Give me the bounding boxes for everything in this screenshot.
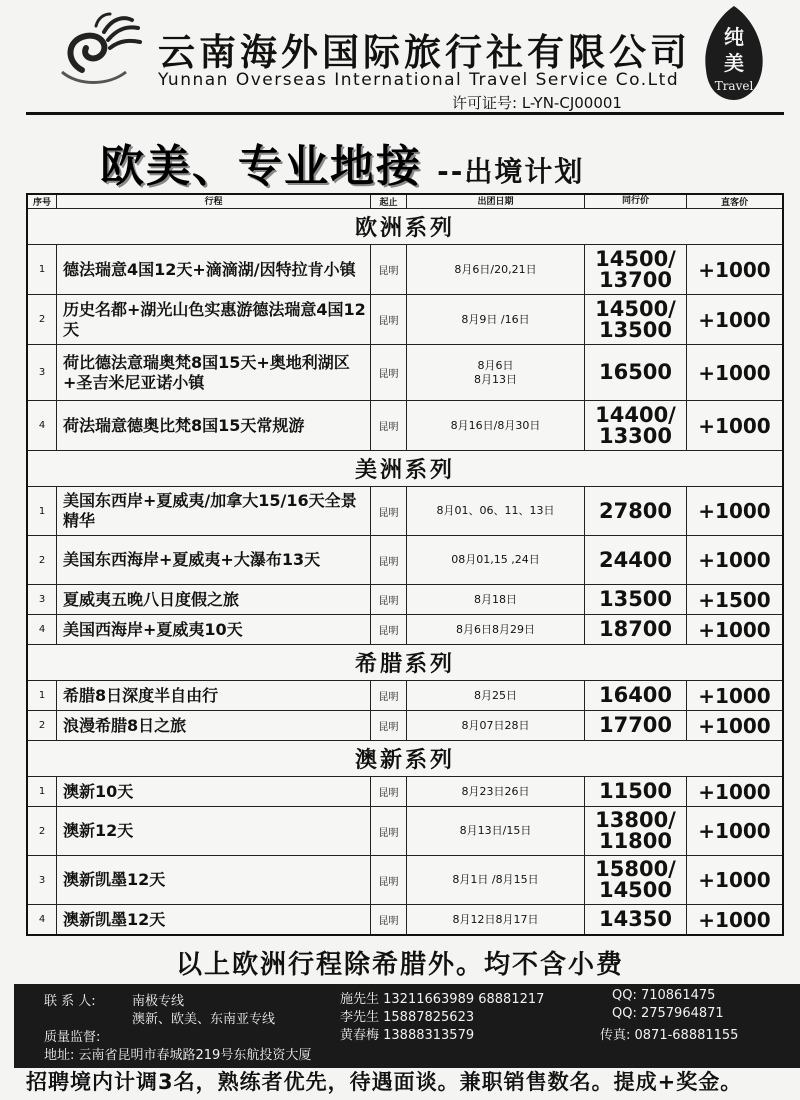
direct-price: +1000 <box>686 856 782 904</box>
table-row <box>28 710 782 740</box>
departure-dates: 8月12日8月17日 <box>406 905 584 934</box>
phone-li: 李先生 15887825623 <box>340 1010 475 1025</box>
contact-line-antarctic: 南极专线 <box>132 994 185 1009</box>
direct-price: +1000 <box>686 295 782 344</box>
table-row <box>28 614 782 644</box>
contact-line-routes: 澳新、欧美、东南亚专线 <box>132 1012 276 1027</box>
departure-city: 昆明 <box>370 536 406 584</box>
row-number: 1 <box>38 264 46 275</box>
departure-dates: 8月23日26日 <box>406 777 584 806</box>
header-direct-price: 直客价 <box>686 195 782 208</box>
peer-price: 14350 <box>584 905 686 934</box>
peer-price: 27800 <box>584 487 686 535</box>
header-divider <box>26 112 784 115</box>
peer-price: 11500 <box>584 777 686 806</box>
table-row <box>28 680 782 710</box>
route-name: 荷比德法意瑞奥梵8国15天+奥地利湖区+圣吉米尼亚诺小镇 <box>56 345 370 400</box>
direct-price: +1000 <box>686 711 782 740</box>
row-number: 3 <box>38 367 46 378</box>
route-name: 澳新10天 <box>56 777 370 806</box>
contact-block <box>14 984 800 1068</box>
departure-dates: 8月6日8月29日 <box>406 615 584 644</box>
peer-price: 14500/ 13500 <box>584 295 686 344</box>
route-name: 澳新凯墨12天 <box>56 856 370 904</box>
departure-city: 昆明 <box>370 777 406 806</box>
route-name: 澳新凯墨12天 <box>56 905 370 934</box>
route-name: 美国东西海岸+夏威夷+大瀑布13天 <box>56 536 370 584</box>
company-name-en: Yunnan Overseas International Travel Service Co.Ltd <box>158 70 680 90</box>
address: 地址: 云南省昆明市春城路219号东航投资大厦 <box>44 1048 312 1063</box>
company-logo-icon <box>52 12 142 92</box>
row-number: 4 <box>38 914 46 925</box>
table-row <box>28 904 782 934</box>
route-name: 美国西海岸+夏威夷10天 <box>56 615 370 644</box>
recruitment-notice: 招聘境内计调3名，熟练者优先，待遇面谈。兼职销售数名。提成+奖金。 <box>26 1070 743 1094</box>
license-number: 许可证号: L-YN-CJ00001 <box>452 94 622 112</box>
direct-price: +1500 <box>686 585 782 614</box>
section-title: 澳新系列 <box>28 740 782 776</box>
direct-price: +1000 <box>686 681 782 710</box>
peer-price: 13500 <box>584 585 686 614</box>
row-number: 4 <box>38 624 46 635</box>
peer-price: 14500/ 13700 <box>584 245 686 294</box>
phone-huang: 黄春梅 13888313579 <box>340 1028 475 1043</box>
row-number: 1 <box>38 505 46 517</box>
peer-price: 16500 <box>584 345 686 400</box>
row-number: 1 <box>38 786 46 797</box>
header-no: 序号 <box>32 198 51 208</box>
departure-dates: 8月18日 <box>406 585 584 614</box>
section-title: 美洲系列 <box>28 450 782 486</box>
route-name: 希腊8日深度半自由行 <box>56 681 370 710</box>
header-route: 行程 <box>56 195 370 208</box>
departure-dates: 8月13日/15日 <box>406 807 584 855</box>
qq-1: QQ: 710861475 <box>612 988 716 1003</box>
departure-city: 昆明 <box>370 905 406 934</box>
table-row <box>28 344 782 400</box>
row-number: 3 <box>38 874 46 886</box>
table-row <box>28 584 782 614</box>
contact-label: 联 系 人: <box>44 994 96 1009</box>
table-row <box>28 294 782 344</box>
tour-price-table <box>26 193 784 936</box>
direct-price: +1000 <box>686 777 782 806</box>
phone-shi: 施先生 13211663989 68881217 <box>340 992 545 1007</box>
departure-dates: 8月25日 <box>406 681 584 710</box>
departure-city: 昆明 <box>370 345 406 400</box>
table-row <box>28 776 782 806</box>
row-number: 2 <box>38 314 46 325</box>
table-row <box>28 400 782 450</box>
departure-dates: 8月6日/20,21日 <box>406 245 584 294</box>
company-name-cn: 云南海外国际旅行社有限公司 <box>158 31 691 74</box>
table-row <box>28 806 782 855</box>
peer-price: 16400 <box>584 681 686 710</box>
departure-dates: 8月6日 8月13日 <box>406 345 584 400</box>
table-row <box>28 486 782 535</box>
departure-city: 昆明 <box>370 585 406 614</box>
route-name: 浪漫希腊8日之旅 <box>56 711 370 740</box>
route-name: 夏威夷五晚八日度假之旅 <box>56 585 370 614</box>
section-title: 希腊系列 <box>28 644 782 680</box>
direct-price: +1000 <box>686 487 782 535</box>
route-name: 美国东西岸+夏威夷/加拿大15/16天全景精华 <box>56 487 370 535</box>
route-name: 德法瑞意4国12天+滴滴湖/因特拉肯小镇 <box>56 245 370 294</box>
peer-price: 18700 <box>584 615 686 644</box>
headline-sub: --出境计划 <box>437 155 585 188</box>
header-peer-price: 同行价 <box>584 195 686 208</box>
table-header-row <box>28 195 782 208</box>
peer-price: 13800/ 11800 <box>584 807 686 855</box>
departure-city: 昆明 <box>370 401 406 450</box>
badge-char-top: 纯 <box>724 25 744 49</box>
tip-notice: 以上欧洲行程除希腊外。均不含小费 <box>175 950 624 980</box>
row-number: 2 <box>38 720 46 731</box>
badge-text-travel: Travel <box>714 79 754 93</box>
departure-city: 昆明 <box>370 487 406 535</box>
header-from: 起止 <box>370 195 406 208</box>
qq-2: QQ: 2757964871 <box>612 1006 724 1021</box>
table-row <box>28 855 782 904</box>
departure-city: 昆明 <box>370 711 406 740</box>
badge-char-mid: 美 <box>724 51 744 75</box>
travel-badge <box>700 4 768 102</box>
peer-price: 14400/ 13300 <box>584 401 686 450</box>
peer-price: 15800/ 14500 <box>584 856 686 904</box>
table-row <box>28 535 782 584</box>
direct-price: +1000 <box>686 345 782 400</box>
direct-price: +1000 <box>686 401 782 450</box>
route-name: 澳新12天 <box>56 807 370 855</box>
row-number: 1 <box>38 690 46 701</box>
departure-dates: 8月16日/8月30日 <box>406 401 584 450</box>
peer-price: 17700 <box>584 711 686 740</box>
table-row <box>28 244 782 294</box>
route-name: 历史名都+湖光山色实惠游德法瑞意4国12天 <box>56 295 370 344</box>
departure-city: 昆明 <box>370 295 406 344</box>
headline <box>100 130 584 194</box>
row-number: 2 <box>38 554 46 566</box>
departure-city: 昆明 <box>370 245 406 294</box>
peer-price: 24400 <box>584 536 686 584</box>
departure-city: 昆明 <box>370 681 406 710</box>
fax: 传真: 0871-68881155 <box>600 1028 739 1043</box>
departure-dates: 08月01,15 ,24日 <box>406 536 584 584</box>
direct-price: +1000 <box>686 615 782 644</box>
departure-city: 昆明 <box>370 807 406 855</box>
route-name: 荷法瑞意德奥比梵8国15天常规游 <box>56 401 370 450</box>
section-title: 欧洲系列 <box>28 208 782 244</box>
departure-dates: 8月9日 /16日 <box>406 295 584 344</box>
quality-supervision: 质量监督: <box>44 1030 101 1045</box>
departure-city: 昆明 <box>370 856 406 904</box>
departure-city: 昆明 <box>370 615 406 644</box>
page-header <box>0 0 800 118</box>
direct-price: +1000 <box>686 245 782 294</box>
departure-dates: 8月01、06、11、13日 <box>406 487 584 535</box>
departure-dates: 8月07日28日 <box>406 711 584 740</box>
row-number: 3 <box>38 594 46 605</box>
direct-price: +1000 <box>686 536 782 584</box>
departure-dates: 8月1日 /8月15日 <box>406 856 584 904</box>
row-number: 2 <box>38 825 46 837</box>
row-number: 4 <box>38 420 46 431</box>
header-date: 出团日期 <box>406 195 584 208</box>
direct-price: +1000 <box>686 905 782 934</box>
headline-main: 欧美、专业地接 <box>100 141 422 192</box>
direct-price: +1000 <box>686 807 782 855</box>
